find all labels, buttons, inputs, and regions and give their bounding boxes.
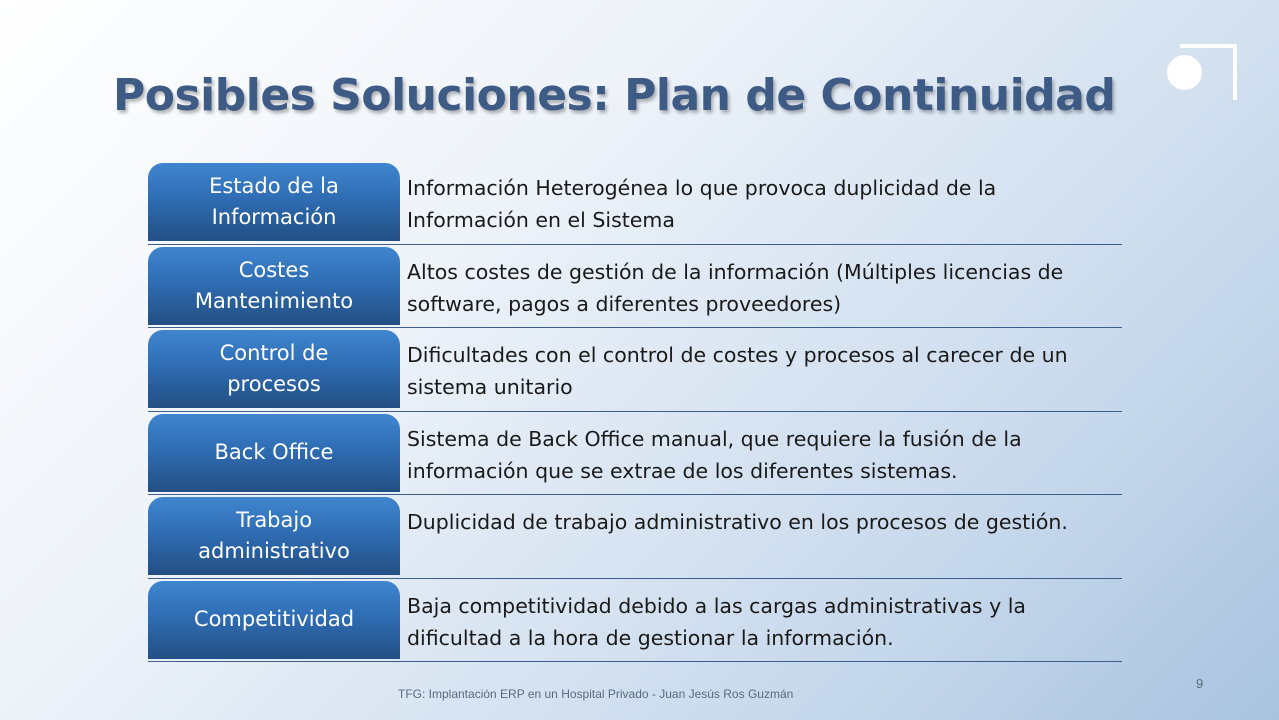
slide-title: Posibles Soluciones: Plan de Continuidad bbox=[113, 70, 1116, 121]
slide-footer: TFG: Implantación ERP en un Hospital Privado - Juan Jesús Ros Guzmán bbox=[398, 687, 794, 701]
table-row bbox=[148, 495, 1122, 579]
category-label: Competitividad bbox=[193, 607, 355, 631]
category-label: Costes Mantenimiento bbox=[194, 257, 354, 313]
logo-dot bbox=[1167, 55, 1202, 90]
row-description: Dificultades con el control de costes y procesos al carecer de un sistema unitario bbox=[407, 343, 1068, 399]
table-row bbox=[148, 245, 1122, 329]
page-number: 9 bbox=[1196, 676, 1204, 691]
row-description: Baja competitividad debido a las cargas administrativas y la dificultad a la hora de gestionar la información. bbox=[407, 593, 1026, 650]
row-description: Información Heterogénea lo que provoca duplicidad de la Información en el Sistema bbox=[407, 176, 997, 232]
logo-icon bbox=[1164, 44, 1240, 102]
category-box bbox=[148, 581, 400, 659]
row-description: Duplicidad de trabajo administrativo en los procesos de gestión. bbox=[407, 510, 1068, 534]
category-box bbox=[148, 247, 400, 325]
table-row bbox=[148, 412, 1122, 496]
table-row bbox=[148, 328, 1122, 412]
row-description: Sistema de Back Office manual, que requiere la fusión de la información que se extrae de los diferentes sistemas. bbox=[407, 426, 1022, 483]
category-label: Back Office bbox=[214, 440, 334, 464]
solutions-table bbox=[148, 161, 1122, 662]
category-box bbox=[148, 497, 400, 575]
category-box bbox=[148, 163, 400, 241]
category-label: Control de procesos bbox=[219, 341, 329, 396]
category-label: Estado de la Información bbox=[209, 174, 339, 229]
row-description: Altos costes de gestión de la información (Múltiples licencias de software, pagos a diferentes proveedores) bbox=[407, 259, 1064, 316]
category-label: Trabajo administrativo bbox=[198, 508, 350, 563]
table-row bbox=[148, 579, 1122, 663]
table-row bbox=[148, 161, 1122, 245]
category-box bbox=[148, 330, 400, 408]
category-box bbox=[148, 414, 400, 492]
